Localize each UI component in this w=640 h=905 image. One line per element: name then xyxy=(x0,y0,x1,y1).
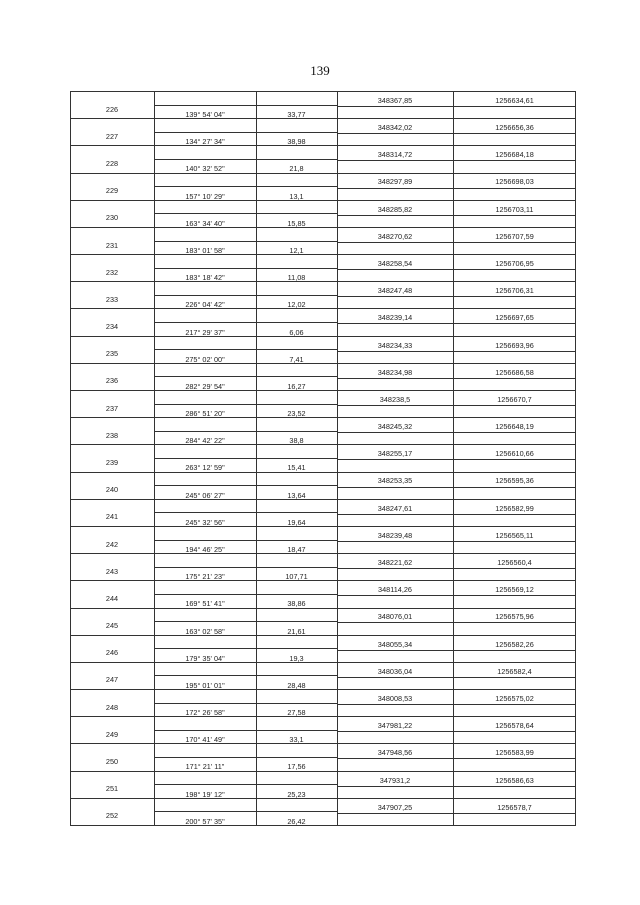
y-coordinate: 1256693,96 xyxy=(495,341,534,350)
table-sub-line xyxy=(337,133,576,134)
y-coordinate: 1256706,31 xyxy=(495,286,534,295)
segment-length: 38,8 xyxy=(289,436,304,445)
table-half-row-line xyxy=(154,567,337,568)
table-sub-line xyxy=(337,487,576,488)
y-coordinate: 1256706,95 xyxy=(495,259,534,268)
coordinates-table xyxy=(70,91,576,825)
x-coordinate: 348314,72 xyxy=(377,150,413,159)
point-number: 241 xyxy=(105,512,119,521)
y-coordinate: 1256565,11 xyxy=(495,531,534,540)
direction-angle: 134° 27' 34" xyxy=(185,137,225,146)
y-coordinate: 1256656,36 xyxy=(495,123,534,132)
table-row-line xyxy=(70,608,576,609)
table-sub-line xyxy=(337,160,576,161)
table-column-line xyxy=(453,91,454,825)
table-half-row-line xyxy=(154,621,337,622)
segment-length: 25,23 xyxy=(287,790,306,799)
point-number: 252 xyxy=(105,811,119,820)
point-number: 226 xyxy=(105,105,119,114)
y-coordinate: 1256569,12 xyxy=(495,585,534,594)
direction-angle: 170° 41' 49" xyxy=(185,735,225,744)
segment-length: 27,58 xyxy=(287,708,306,717)
table-sub-line xyxy=(337,242,576,243)
direction-angle: 275° 02' 00" xyxy=(185,355,225,364)
table-sub-line xyxy=(337,541,576,542)
x-coordinate: 348238,5 xyxy=(379,395,411,404)
table-half-row-line xyxy=(154,105,337,106)
point-number: 238 xyxy=(105,431,119,440)
table-sub-line xyxy=(337,650,576,651)
table-half-row-line xyxy=(154,594,337,595)
point-number: 230 xyxy=(105,213,119,222)
table-sub-line xyxy=(337,351,576,352)
direction-angle: 217° 29' 37" xyxy=(185,328,225,337)
point-number: 244 xyxy=(105,594,119,603)
y-coordinate: 1256575,02 xyxy=(495,694,534,703)
x-coordinate: 348247,61 xyxy=(377,504,413,513)
y-coordinate: 1256582,4 xyxy=(497,667,532,676)
direction-angle: 195° 01' 01" xyxy=(185,681,225,690)
x-coordinate: 348239,14 xyxy=(377,313,413,322)
table-sub-line xyxy=(337,813,576,814)
table-sub-line xyxy=(337,786,576,787)
point-number: 248 xyxy=(105,703,119,712)
segment-length: 19,64 xyxy=(287,518,306,527)
y-coordinate: 1256648,19 xyxy=(495,422,534,431)
point-number: 232 xyxy=(105,268,119,277)
table-row-line xyxy=(70,472,576,473)
point-number: 231 xyxy=(105,241,119,250)
direction-angle: 198° 19' 12" xyxy=(185,790,225,799)
segment-length: 21,8 xyxy=(289,164,304,173)
table-half-row-line xyxy=(154,540,337,541)
direction-angle: 200° 57' 35" xyxy=(185,817,225,826)
x-coordinate: 348270,62 xyxy=(377,232,413,241)
table-sub-line xyxy=(337,188,576,189)
table-half-row-line xyxy=(154,675,337,676)
segment-length: 107,71 xyxy=(285,572,308,581)
x-coordinate: 348367,85 xyxy=(377,96,413,105)
y-coordinate: 1256610,66 xyxy=(495,449,534,458)
segment-length: 15,41 xyxy=(287,463,306,472)
table-sub-line xyxy=(337,622,576,623)
x-coordinate: 348234,98 xyxy=(377,368,413,377)
y-coordinate: 1256578,7 xyxy=(497,803,532,812)
point-number: 246 xyxy=(105,648,119,657)
x-coordinate: 348234,33 xyxy=(377,341,413,350)
table-half-row-line xyxy=(154,213,337,214)
x-coordinate: 348247,48 xyxy=(377,286,413,295)
y-coordinate: 1256686,58 xyxy=(495,368,534,377)
table-sub-line xyxy=(337,106,576,107)
table-half-row-line xyxy=(154,241,337,242)
segment-length: 19,3 xyxy=(289,654,304,663)
table-half-row-line xyxy=(154,757,337,758)
table-sub-line xyxy=(337,595,576,596)
y-coordinate: 1256586,63 xyxy=(495,776,534,785)
x-coordinate: 347907,25 xyxy=(377,803,413,812)
direction-angle: 194° 46' 25" xyxy=(185,545,225,554)
segment-length: 13,64 xyxy=(287,491,306,500)
table-half-row-line xyxy=(154,295,337,296)
table-half-row-line xyxy=(154,648,337,649)
y-coordinate: 1256698,03 xyxy=(495,177,534,186)
table-sub-line xyxy=(337,704,576,705)
y-coordinate: 1256560,4 xyxy=(497,558,532,567)
table-half-row-line xyxy=(154,512,337,513)
direction-angle: 140° 32' 52" xyxy=(185,164,225,173)
x-coordinate: 348055,34 xyxy=(377,640,413,649)
point-number: 228 xyxy=(105,159,119,168)
direction-angle: 169° 51' 41" xyxy=(185,599,225,608)
direction-angle: 172° 26' 58" xyxy=(185,708,225,717)
x-coordinate: 348221,62 xyxy=(377,558,413,567)
table-half-row-line xyxy=(154,268,337,269)
table-sub-line xyxy=(337,323,576,324)
table-sub-line xyxy=(337,269,576,270)
x-coordinate: 348036,04 xyxy=(377,667,413,676)
table-sub-line xyxy=(337,378,576,379)
y-coordinate: 1256697,65 xyxy=(495,313,534,322)
x-coordinate: 348297,89 xyxy=(377,177,413,186)
point-number: 250 xyxy=(105,757,119,766)
y-coordinate: 1256575,96 xyxy=(495,612,534,621)
table-half-row-line xyxy=(154,811,337,812)
table-sub-line xyxy=(337,568,576,569)
segment-length: 33,1 xyxy=(289,735,304,744)
segment-length: 16,27 xyxy=(287,382,306,391)
point-number: 227 xyxy=(105,132,119,141)
point-number: 235 xyxy=(105,349,119,358)
y-coordinate: 1256582,99 xyxy=(495,504,534,513)
segment-length: 21,61 xyxy=(287,627,306,636)
y-coordinate: 1256670,7 xyxy=(497,395,532,404)
table-half-row-line xyxy=(154,485,337,486)
segment-length: 33,77 xyxy=(287,110,306,119)
x-coordinate: 348114,26 xyxy=(378,585,412,594)
table-half-row-line xyxy=(154,431,337,432)
table-sub-line xyxy=(337,459,576,460)
y-coordinate: 1256583,99 xyxy=(495,748,534,757)
direction-angle: 183° 01' 58" xyxy=(185,246,225,255)
point-number: 247 xyxy=(105,675,119,684)
segment-length: 6,06 xyxy=(289,328,304,337)
y-coordinate: 1256578,64 xyxy=(495,721,534,730)
table-row-line xyxy=(70,91,576,92)
y-coordinate: 1256582,26 xyxy=(495,640,534,649)
x-coordinate: 347981,22 xyxy=(377,721,413,730)
direction-angle: 157° 10' 29" xyxy=(185,192,225,201)
direction-angle: 183° 18' 42" xyxy=(185,273,225,282)
segment-length: 26,42 xyxy=(287,817,306,826)
point-number: 242 xyxy=(105,540,119,549)
table-half-row-line xyxy=(154,186,337,187)
y-coordinate: 1256595,36 xyxy=(495,476,534,485)
segment-length: 13,1 xyxy=(289,192,304,201)
direction-angle: 245° 06' 27" xyxy=(185,491,225,500)
table-half-row-line xyxy=(154,458,337,459)
segment-length: 12,1 xyxy=(289,246,304,255)
table-half-row-line xyxy=(154,322,337,323)
segment-length: 15,85 xyxy=(287,219,306,228)
direction-angle: 245° 32' 56" xyxy=(185,518,225,527)
table-half-row-line xyxy=(154,784,337,785)
y-coordinate: 1256684,18 xyxy=(495,150,534,159)
table-sub-line xyxy=(337,758,576,759)
table-half-row-line xyxy=(154,376,337,377)
segment-length: 18,47 xyxy=(287,545,306,554)
x-coordinate: 348245,32 xyxy=(377,422,413,431)
table-sub-line xyxy=(337,677,576,678)
table-half-row-line xyxy=(154,132,337,133)
direction-angle: 139° 54' 04" xyxy=(185,110,225,119)
point-number: 245 xyxy=(105,621,119,630)
point-number: 233 xyxy=(105,295,119,304)
x-coordinate: 348342,02 xyxy=(377,123,413,132)
table-sub-line xyxy=(337,405,576,406)
table-half-row-line xyxy=(154,730,337,731)
direction-angle: 171° 21' 11" xyxy=(185,762,225,771)
direction-angle: 163° 02' 58" xyxy=(185,627,225,636)
point-number: 234 xyxy=(105,322,119,331)
x-coordinate: 347931,2 xyxy=(379,776,411,785)
page-number: 139 xyxy=(310,63,330,78)
point-number: 249 xyxy=(105,730,119,739)
direction-angle: 179° 35' 04" xyxy=(185,654,225,663)
segment-length: 11,08 xyxy=(287,273,306,282)
x-coordinate: 348008,53 xyxy=(377,694,413,703)
x-coordinate: 348076,01 xyxy=(377,612,413,621)
y-coordinate: 1256703,11 xyxy=(495,205,534,214)
table-column-line xyxy=(575,91,576,825)
direction-angle: 163° 34' 40" xyxy=(185,219,225,228)
direction-angle: 286° 51' 20" xyxy=(185,409,225,418)
direction-angle: 282° 29' 54" xyxy=(185,382,225,391)
point-number: 243 xyxy=(105,567,119,576)
segment-length: 17,56 xyxy=(287,762,306,771)
table-sub-line xyxy=(337,514,576,515)
segment-length: 7,41 xyxy=(289,355,304,364)
x-coordinate: 348255,17 xyxy=(377,449,413,458)
point-number: 237 xyxy=(105,404,119,413)
table-row-line xyxy=(70,173,576,174)
point-number: 239 xyxy=(105,458,119,467)
x-coordinate: 348285,82 xyxy=(377,205,413,214)
point-number: 251 xyxy=(105,784,119,793)
x-coordinate: 348253,35 xyxy=(377,476,413,485)
y-coordinate: 1256634,61 xyxy=(495,96,534,105)
table-column-line xyxy=(337,91,338,825)
point-number: 240 xyxy=(105,485,119,494)
table-sub-line xyxy=(337,215,576,216)
y-coordinate: 1256707,59 xyxy=(495,232,534,241)
table-half-row-line xyxy=(154,349,337,350)
direction-angle: 263° 12' 59" xyxy=(185,463,225,472)
segment-length: 38,86 xyxy=(287,599,306,608)
table-half-row-line xyxy=(154,404,337,405)
segment-length: 23,52 xyxy=(287,409,306,418)
segment-length: 28,48 xyxy=(287,681,306,690)
table-sub-line xyxy=(337,432,576,433)
table-sub-line xyxy=(337,731,576,732)
direction-angle: 226° 04' 42" xyxy=(185,300,225,309)
point-number: 236 xyxy=(105,376,119,385)
segment-length: 38,98 xyxy=(287,137,306,146)
table-sub-line xyxy=(337,296,576,297)
x-coordinate: 348258,54 xyxy=(377,259,413,268)
direction-angle: 175° 21' 23" xyxy=(185,572,225,581)
table-half-row-line xyxy=(154,703,337,704)
table-row-line xyxy=(70,771,576,772)
direction-angle: 284° 42' 22" xyxy=(185,436,225,445)
x-coordinate: 348239,48 xyxy=(377,531,413,540)
x-coordinate: 347948,56 xyxy=(377,748,413,757)
point-number: 229 xyxy=(105,186,119,195)
segment-length: 12,02 xyxy=(287,300,306,309)
table-half-row-line xyxy=(154,159,337,160)
